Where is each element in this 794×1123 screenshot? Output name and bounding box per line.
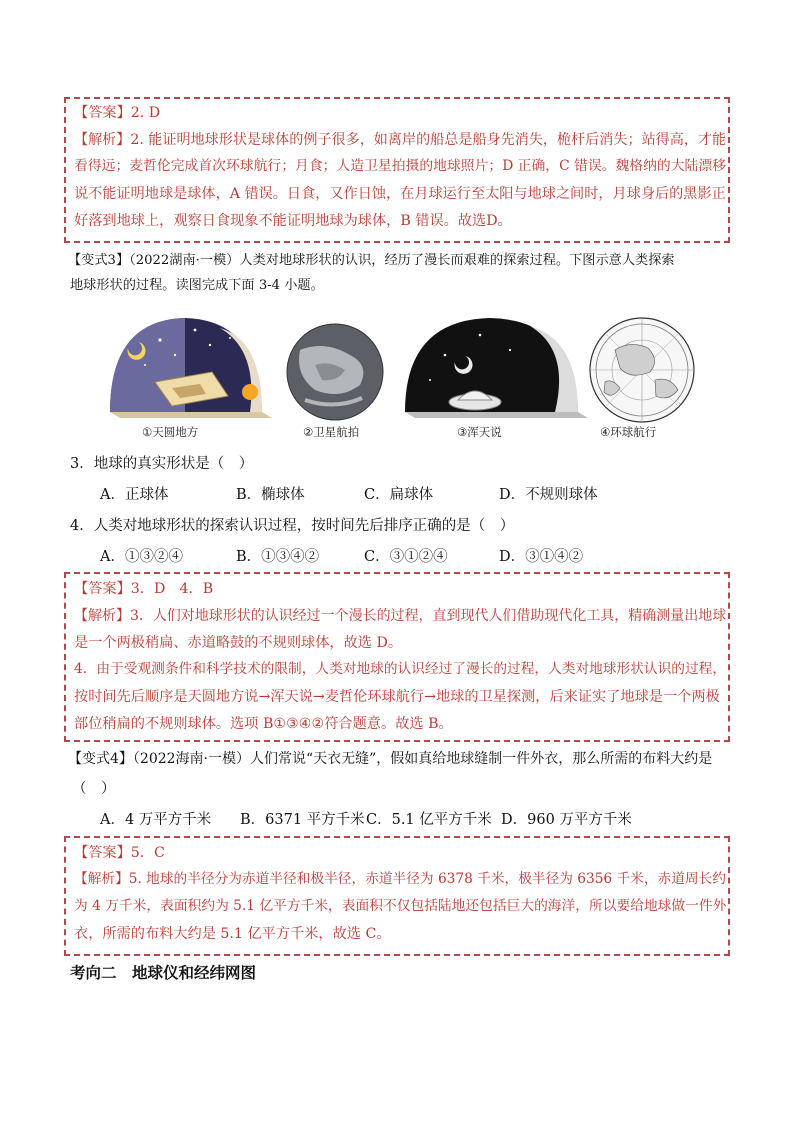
q4-option-b: B．①③④② xyxy=(236,549,320,565)
satellite-earth-image xyxy=(287,324,383,420)
q3-option-b: B．椭球体 xyxy=(236,487,305,503)
analysis-line: 衣，所需的布料大约是 5.1 亿平方千米，故选 C。 xyxy=(74,926,391,942)
q4-stem: 4．人类对地球形状的探索认识过程，按时间先后排序正确的是（ ） xyxy=(70,518,515,534)
caption-4: ④环球航行 xyxy=(600,425,657,439)
q4-option-a: A．①③②④ xyxy=(100,549,183,565)
analysis-line: 好落到地球上，观察日食现象不能证明地球为球体，B 错误。故选D。 xyxy=(74,213,512,229)
analysis-line: 看得远；麦哲伦完成首次环球航行；月食；人造卫星拍摄的地球照片；D 正确，C 错误。魏格纳的大陆漂移 xyxy=(74,158,726,174)
q3-option-a: A．正球体 xyxy=(100,487,169,503)
analysis-line: 【解析】3．人们对地球形状的认识经过一个漫长的过程，直到现代人们借助现代化工具，精确测量出地球 xyxy=(74,608,727,624)
caption-1: ①天圆地方 xyxy=(142,425,199,439)
caption-2: ②卫星航拍 xyxy=(303,425,360,439)
analysis-line: 按时间先后顺序是天圆地方说→浑天说→麦哲伦环球航行→地球的卫星探测，后来证实了地球是一个两极 xyxy=(74,689,720,705)
q5-option-a: A．4 万平方千米 xyxy=(100,812,212,828)
q4-option-d: D．③①④② xyxy=(499,549,584,565)
analysis-line: 说不能证明地球是球体，A 错误。日食，又作日蚀，在月球运行至太阳与地球之间时，月球身后的黑影正 xyxy=(74,186,726,202)
analysis-line: 4．由于受观测条件和科学技术的限制，人类对地球的认识经过了漫长的过程，人类对地球形状认识的过程， xyxy=(74,661,727,677)
q3-option-d: D．不规则球体 xyxy=(499,487,598,503)
q3-stem: 3．地球的真实形状是（ ） xyxy=(70,456,254,472)
variant3-stem-line2: 地球形状的过程。读图完成下面 3-4 小题。 xyxy=(70,278,324,293)
answer-line: 【答案】5．C xyxy=(74,845,165,861)
analysis-line: 为 4 万千米，表面积约为 5.1 亿平方千米，表面积不仅包括陆地还包括巨大的海洋，所以要给地球做一件外 xyxy=(74,898,727,914)
huntian-theory-image xyxy=(405,318,588,418)
caption-3: ③浑天说 xyxy=(457,425,502,439)
q4-option-c: C．③①②④ xyxy=(364,549,448,565)
q5-option-c: C．5.1 亿平方千米 xyxy=(366,812,492,828)
analysis-line: 【解析】5. 地球的半径分为赤道半径和极半径，赤道半径为 6378 千米，极半径为 6356 千米，赤道周长约 xyxy=(74,871,726,887)
section-title: 考向二 地球仪和经纬网图 xyxy=(70,964,257,982)
heaven-round-earth-square-image xyxy=(110,318,272,418)
analysis-line: 是一个两极稍扁、赤道略鼓的不规则球体，故选 D。 xyxy=(74,635,403,651)
circumnavigation-map-image xyxy=(590,318,694,422)
q3-option-c: C．扁球体 xyxy=(364,487,434,503)
q5-option-b: B．6371 平方千米 xyxy=(240,812,365,828)
variant4-stem-line2: （ ） xyxy=(72,781,116,797)
analysis-line: 【解析】2. 能证明地球形状是球体的例子很多，如离岸的船总是船身先消失，桅杆后消失；站得高，才能 xyxy=(74,132,727,148)
answer-line: 【答案】2. D xyxy=(74,105,161,121)
variant3-stem-line1: 【变式3】（2022湖南·一模）人类对地球形状的认识，经历了漫长而艰难的探索过程。下图示意人类探索 xyxy=(68,253,675,268)
variant4-stem-line1: 【变式4】（2022海南·一模）人们常说“天衣无缝”，假如真给地球缝制一件外衣，那么所需的布料大约是 xyxy=(68,751,713,767)
q5-option-d: D．960 万平方千米 xyxy=(501,812,632,828)
analysis-line: 部位稍扁的不规则球体。选项 B①③④②符合题意。故选 B。 xyxy=(74,716,453,732)
answer-line: 【答案】3．D 4．B xyxy=(74,581,214,597)
